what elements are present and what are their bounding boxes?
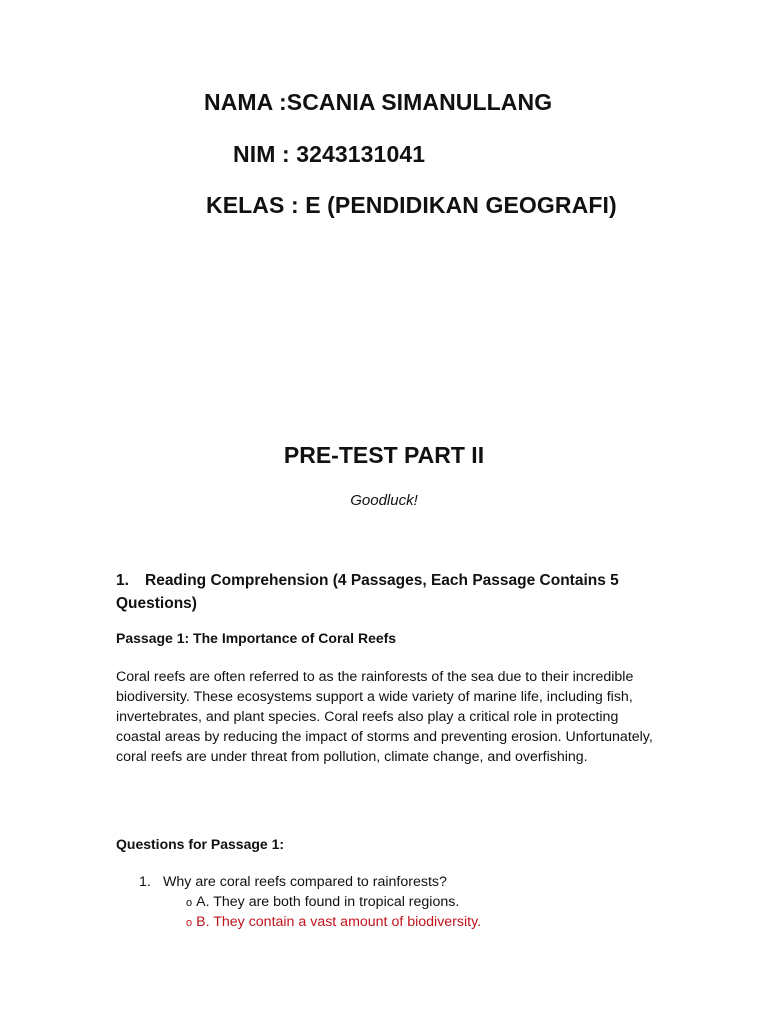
section-heading (116, 569, 656, 615)
questions-heading: Questions for Passage 1: (116, 836, 285, 852)
answer-option-a (186, 894, 459, 910)
section-number: 1. (116, 572, 129, 589)
answer-option-b (186, 914, 481, 930)
option-text: A. They are both found in tropical regions. (196, 894, 460, 910)
option-text: B. They contain a vast amount of biodiversity. (196, 914, 482, 930)
question-item (139, 874, 447, 890)
test-title: PRE-TEST PART II (283, 442, 485, 468)
student-class: KELAS : E (PENDIDIKAN GEOGRAFI) (206, 192, 617, 218)
option-bullet: o (186, 897, 193, 909)
student-name: NAMA :SCANIA SIMANULLANG (204, 89, 553, 115)
test-subtitle: Goodluck! (350, 492, 418, 509)
option-bullet: o (186, 917, 193, 929)
student-nim: NIM : 3243131041 (233, 141, 426, 167)
question-number: 1. (139, 874, 151, 890)
passage-title: Passage 1: The Importance of Coral Reefs (116, 630, 397, 646)
passage-body: Coral reefs are often referred to as the rainforests of the sea due to their incredible biodiversity. These ecosystems support a wide variety of marine life, including fish, invertebrates, and plant species. Coral reefs also play a critical role in protecting coastal areas by reducing the impact of storms and preventing erosion. Unfortunately, coral reefs are under threat from pollution, climate change, and overfishing. (116, 669, 653, 765)
section-text: Reading Comprehension (4 Passages, Each Passage Contains 5 Questions) (116, 572, 619, 612)
question-text: Why are coral reefs compared to rainforests? (163, 874, 447, 890)
